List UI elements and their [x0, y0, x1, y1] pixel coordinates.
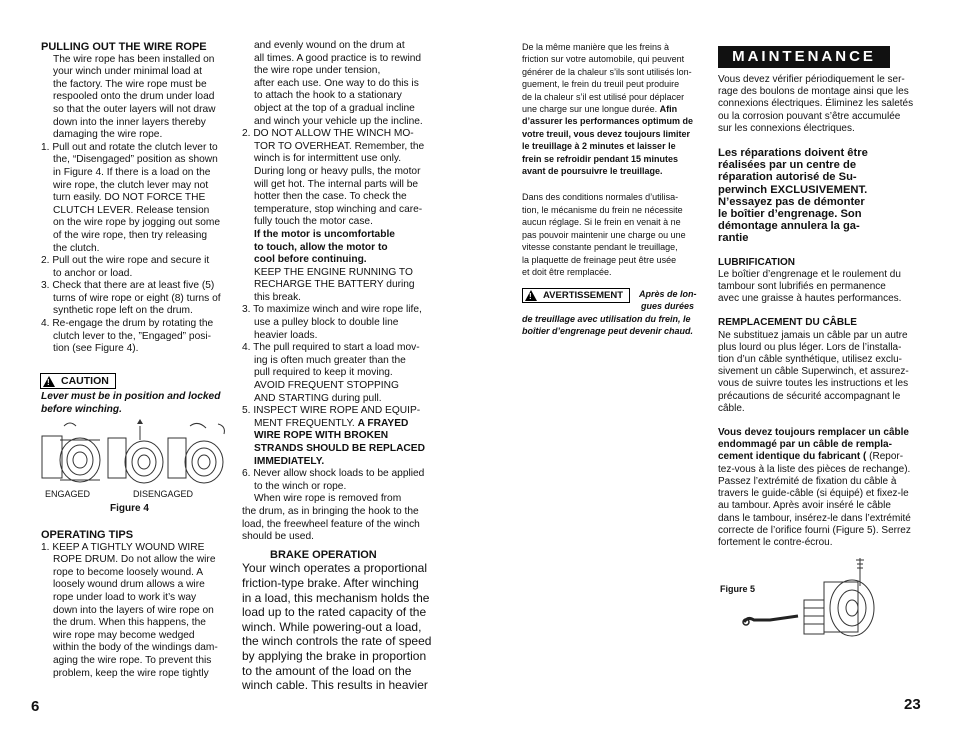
- text-line: travers le guide-câble (si équipé) et fixez-le: [718, 488, 909, 500]
- heading-remplacement: REMPLACEMENT DU CÂBLE: [718, 317, 857, 329]
- text-line: tion (see Figure 4).: [53, 343, 139, 355]
- text-line: clutch lever to the, ”Engaged” posi-: [53, 330, 211, 342]
- text-line: Vous devez vérifier périodiquement le ser-: [718, 74, 905, 85]
- text-line: turns of wire rope or eight (8) turns of: [53, 292, 221, 304]
- text-line: 5. INSPECT WIRE ROPE AND EQUIP-: [242, 405, 421, 417]
- text-line: to anchor or load.: [53, 267, 133, 279]
- text-line: vitesse constante pendant le treuillage,: [522, 242, 678, 253]
- text-line: fully touch the motor case.: [254, 216, 373, 228]
- text-line: frein se refroidir pendant 15 minutes: [522, 153, 679, 164]
- text-line: temperature, stop winching and care-: [254, 203, 423, 215]
- text-line: synthetic rope left on the drum.: [53, 305, 193, 317]
- page-number-right: 23: [904, 696, 921, 713]
- text-line: and winch your vehicle up the incline.: [254, 115, 423, 127]
- text-line: Lever must be in position and locked: [41, 391, 221, 402]
- text-line: dans le tambour, insérez-le dans l’extrémité: [718, 512, 911, 524]
- warning-triangle-icon: !: [43, 376, 55, 387]
- text-line: to the amount of the load on the: [242, 663, 412, 678]
- text-line: de la chaleur s’il est utilisé pour déplacer: [522, 91, 685, 102]
- text-line: pull required to keep it moving.: [254, 367, 393, 379]
- text-line: the, “Disengaged” position as shown: [53, 154, 218, 166]
- text-line: pas pouvoir maintenir une charge ou une: [522, 229, 686, 240]
- figure-4-caption: Figure 4: [110, 503, 149, 514]
- text-line: de treuillage avec utilisation du frein, le: [522, 314, 691, 324]
- left-col-2: [242, 40, 436, 693]
- text-line: la plaquette de freinage peut être usée: [522, 254, 677, 265]
- text-line: A FRAYED: [357, 417, 409, 429]
- figure-5-caption: Figure 5: [720, 584, 756, 594]
- text-line: avant de poursuivre le treuillage.: [522, 166, 663, 177]
- text-line: When wire rope is removed from: [254, 493, 402, 505]
- text-line: endommagé par un câble de rempla-: [718, 439, 892, 451]
- avertissement-label: AVERTISSEMENT: [543, 290, 624, 301]
- right-col-1: [522, 41, 708, 278]
- text-line: 1. Pull out and rotate the clutch lever to: [41, 141, 218, 153]
- text-line: down into the layers of wire rope on: [53, 604, 214, 616]
- heading-lubrification: LUBRIFICATION: [718, 256, 796, 268]
- text-line: Dans des conditions normales d’utilisa-: [522, 192, 679, 203]
- text-line: tambour sont lubrifiés en permanence: [718, 281, 886, 293]
- text-line: une charge sur une longue durée.: [522, 104, 660, 115]
- text-line: before winching.: [41, 403, 122, 415]
- text-line: câble.: [718, 402, 745, 414]
- tip-6: [242, 468, 436, 544]
- text-line: load, the freewheel feature of the winch: [242, 518, 420, 530]
- text-line: to the winch or rope.: [254, 480, 347, 492]
- text-line: Ne substituez jamais un câble par un autre: [718, 329, 908, 341]
- winch-drum-illustration: [804, 558, 874, 636]
- text-line: Your winch operates a proportional: [242, 561, 428, 576]
- text-line: heavier loads.: [254, 329, 318, 341]
- text-line: winch is for intermittent use only.: [254, 153, 402, 165]
- text-line: cool before continuing.: [254, 254, 367, 266]
- text-line: the clutch.: [53, 242, 100, 254]
- text-line: Les réparations doivent être: [718, 147, 868, 160]
- text-line: MENT FREQUENTLY.: [254, 417, 358, 429]
- text-line: précautions de sécurité accompagnant le: [718, 390, 901, 402]
- text-line: hotter then the case. To check the: [254, 191, 407, 203]
- text-line: friction-type brake. After winching: [242, 575, 419, 590]
- text-line: Après de lon-: [639, 289, 697, 299]
- text-line: connexions électriques. Éliminez les saletés: [718, 98, 914, 110]
- text-line: the drum, as in bringing the hook to the: [242, 505, 419, 517]
- pulling-intro: [41, 54, 237, 142]
- text-line: and evenly wound on the drum at: [254, 40, 405, 51]
- text-line: this break.: [254, 291, 301, 303]
- text-line: turn easily. DO NOT FORCE THE: [53, 192, 206, 204]
- text-line: the drum. When this happens, the: [53, 617, 206, 629]
- text-line: plus lourd ou plus léger. Lors de l’installa-: [718, 341, 902, 353]
- text-line: 2. Pull out the wire rope and secure it: [41, 255, 210, 267]
- text-line: au tambour. Après avoir inséré le câble: [718, 500, 891, 512]
- text-line: aging the wire rope. To prevent this: [53, 654, 212, 666]
- text-line: loosely wound drum allows a wire: [53, 579, 205, 591]
- text-line: the wire rope under tension,: [254, 65, 381, 77]
- text-line: rantie: [718, 232, 749, 245]
- text-line: démontage annulera la ga-: [718, 220, 860, 233]
- text-line: le boîtier d’engrenage. Son: [718, 208, 862, 221]
- text-line: RECHARGE THE BATTERY during: [254, 279, 415, 291]
- text-line: N’essayez pas de démonter: [718, 195, 865, 208]
- warning-text: [522, 313, 708, 338]
- avertissement-box: [522, 288, 630, 306]
- text-line: WIRE ROPE WITH BROKEN: [254, 430, 389, 442]
- text-line: by applying the brake in proportion: [242, 648, 427, 663]
- operating-tips: [41, 529, 237, 680]
- text-line: all times. A good practice is to rewind: [254, 52, 422, 64]
- text-line: ou la corrosion pouvant s’être accumulée: [718, 110, 901, 122]
- text-line: problem, keep the wire rope tightly: [53, 667, 209, 679]
- text-line: rope under load to work it’s way: [53, 591, 197, 603]
- text-line: le treuillage à 2 minutes et laisser le: [522, 141, 676, 152]
- text-line: 3. To maximize winch and wire rope life,: [242, 304, 422, 316]
- text-line: The wire rope has been installed on: [53, 53, 215, 65]
- text-line: IMMEDIATELY.: [254, 455, 325, 467]
- text-line: AND STARTING during pull.: [254, 392, 382, 404]
- pulling-step-2: [41, 255, 237, 280]
- text-line: boîtier d’engrenage peut devenir chaud.: [522, 326, 694, 337]
- text-line: STRANDS SHOULD BE REPLACED: [254, 443, 425, 454]
- text-line: 4. The pull required to start a load mov-: [242, 342, 420, 354]
- text-line: CLUTCH LEVER. Release tension: [53, 204, 210, 216]
- text-line: use a pulley block to double line: [254, 317, 399, 329]
- text-line: 6. Never allow shock loads to be applied: [242, 468, 425, 480]
- text-line: 2. DO NOT ALLOW THE WINCH MO-: [242, 128, 414, 140]
- repairs-warning: [718, 147, 918, 245]
- heading-brake-operation: BRAKE OPERATION: [270, 548, 377, 561]
- text-line: within the body of the windings dam-: [53, 642, 218, 654]
- heading-operating-tips: OPERATING TIPS: [41, 529, 134, 541]
- text-line: votre treuil, vous devez toujours limiter: [522, 128, 691, 139]
- tip-3: [242, 304, 436, 342]
- tip-4: [242, 342, 436, 405]
- pulling-step-4: [41, 318, 237, 356]
- text-line: damaging the wire rope.: [53, 129, 163, 141]
- text-line: If the motor is uncomfortable: [254, 228, 395, 240]
- text-line: gues durées: [641, 301, 695, 312]
- maintenance-banner: MAINTENANCE: [718, 46, 890, 68]
- text-line: 3. Check that there are at least five (5): [41, 280, 215, 292]
- text-line: on the wire rope by jogging out some: [53, 217, 221, 229]
- text-line: tion d’un câble synthétique, utilisez exclu-: [718, 354, 902, 366]
- text-line: respooled onto the drum under load: [53, 91, 215, 103]
- text-line: in Figure 4. If there is a load on the: [53, 166, 211, 178]
- text-line: générer de la chaleur s’ils sont utilisés lon-: [522, 66, 692, 77]
- text-line: sur les connexions électriques.: [718, 122, 855, 134]
- winch-engaged-illustration: [42, 423, 100, 482]
- caution-text: [41, 391, 237, 416]
- text-line: guement, le frein du treuil peut produire: [522, 79, 680, 90]
- figure-5-drawing: [740, 556, 880, 640]
- text-line: Afin: [659, 104, 678, 115]
- text-line: wire rope, the clutch lever may not: [53, 179, 209, 191]
- brake-text: [242, 561, 436, 692]
- caution-box: [40, 373, 116, 392]
- text-line: will get hot. The internal parts will be: [254, 178, 419, 190]
- text-line: load up to the rated capacity of the: [242, 605, 427, 620]
- text-line: down into the inner layers thereby: [53, 116, 206, 128]
- figure-4-drawing: [40, 418, 236, 488]
- tip-2: [242, 128, 436, 304]
- text-line: rage des boulons de montage ainsi que les: [718, 86, 909, 98]
- text-line: tez-vous à la liste des pièces de rechange).: [718, 463, 911, 475]
- caution-label: CAUTION: [61, 375, 109, 387]
- text-line: ing is often much greater than the: [254, 354, 406, 366]
- text-line: ROPE DRUM. Do not allow the wire: [53, 554, 216, 566]
- warning-triangle-icon: !: [525, 290, 537, 301]
- text-line: réalisées par un centre de: [718, 159, 857, 172]
- text-line: (Repor-: [869, 451, 904, 463]
- pulling-step-3: [41, 280, 237, 318]
- text-line: TOR TO OVERHEAT. Remember, the: [254, 140, 425, 152]
- text-line: should be used.: [242, 531, 314, 543]
- text-line: tion, le mécanisme du frein ne nécessite: [522, 204, 683, 215]
- left-col-1: [41, 41, 237, 356]
- text-line: vous de suivre toutes les instructions et les: [718, 378, 909, 390]
- text-line: to touch, allow the motor to: [254, 241, 388, 253]
- heading-pulling-out: PULLING OUT THE WIRE ROPE: [41, 41, 207, 53]
- text-line: the winch controls the rate of speed: [242, 634, 432, 649]
- warning-inline-text: [639, 288, 709, 313]
- text-line: avec une graisse à hautes performances.: [718, 293, 902, 305]
- text-line: correcte de l’orifice fourni (Figure 5). Serrez: [718, 524, 911, 536]
- text-line: perwinch EXCLUSIVEMENT.: [718, 183, 868, 196]
- text-line: rope to become loosely wound. A: [53, 566, 204, 578]
- winch-disengaged-illustration: [108, 419, 163, 483]
- text-line: cement identique du fabricant (: [718, 451, 870, 463]
- text-line: your winch under minimal load at: [53, 66, 202, 78]
- text-line: 1. KEEP A TIGHTLY WOUND WIRE: [41, 541, 205, 553]
- pulling-step-1: [41, 142, 237, 255]
- text-line: et doit être remplacée.: [522, 266, 612, 277]
- text-line: winch. While powering-out a load,: [242, 619, 422, 634]
- text-line: 4. Re-engage the drum by rotating the: [41, 318, 214, 330]
- cable-end-illustration: [743, 616, 798, 625]
- text-line: d’assurer les performances optimum de: [522, 116, 694, 127]
- text-line: aucun réglage. Si le frein en venait à ne: [522, 217, 681, 228]
- winch-lever-illustration: [168, 423, 224, 483]
- text-line: AVOID FREQUENT STOPPING: [254, 380, 399, 392]
- text-line: sivement un câble Superwinch, et assurez-: [718, 366, 909, 378]
- text-line: réparation autorisé de Su-: [718, 171, 857, 184]
- text-line: wire rope may become wedged: [53, 629, 195, 641]
- text-line: object at the top of a gradual incline: [254, 102, 415, 114]
- text-line: to attach the hook to a stationary: [254, 90, 402, 102]
- text-line: Passez l’extrémité de fixation du câble à: [718, 475, 897, 487]
- text-line: fortement le contre-écrou.: [718, 536, 833, 548]
- text-line: of the wire rope, then try releasing: [53, 229, 208, 241]
- text-line: winch cable. This results in heavier: [242, 678, 428, 693]
- text-line: During long or heavy pulls, the motor: [254, 165, 421, 177]
- text-line: in a load, this mechanism holds the: [242, 590, 430, 605]
- text-line: so that the outer layers will not draw: [53, 103, 216, 115]
- figure-4-engaged-label: ENGAGED: [45, 489, 91, 499]
- tip-5: [242, 405, 436, 468]
- text-line: De la même manière que les freins à: [522, 42, 670, 52]
- text-line: friction sur votre automobile, qui peuvent: [522, 54, 685, 65]
- text-line: Le boîtier d’engrenage et le roulement du: [718, 268, 901, 280]
- avertissement-label-box: [522, 288, 630, 303]
- page-number-left: 6: [31, 698, 40, 715]
- text-line: Vous devez toujours remplacer un câble: [718, 427, 909, 439]
- caution-label-box: [40, 373, 116, 389]
- text-line: after each use. One way to do this is: [254, 77, 419, 89]
- tip1-continued: [242, 40, 436, 128]
- text-line: the factory. The wire rope must be: [53, 78, 207, 90]
- right-col-2: [718, 74, 918, 549]
- figure-4-disengaged-label: DISENGAGED: [133, 489, 194, 499]
- text-line: KEEP THE ENGINE RUNNING TO: [254, 266, 413, 278]
